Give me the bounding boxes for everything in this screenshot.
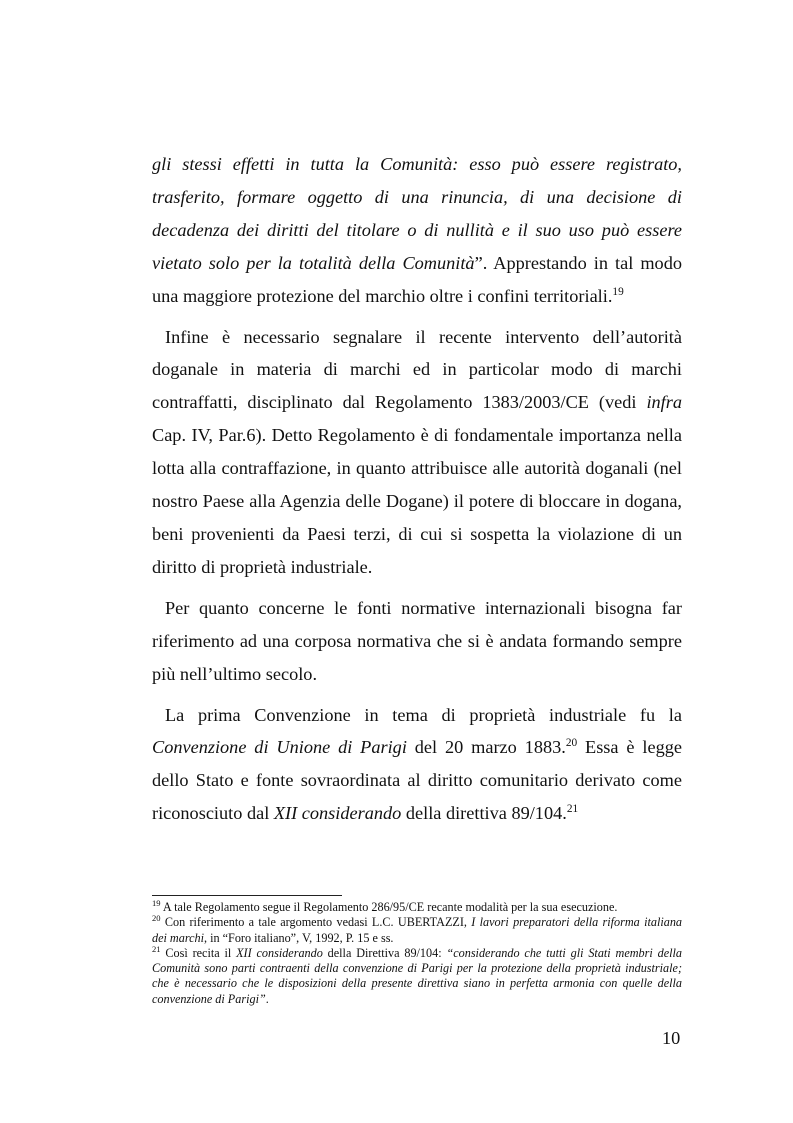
text-span: del 20 marzo 1883.	[406, 737, 566, 758]
footnote-ref-19[interactable]: 19	[612, 285, 624, 298]
text-span: Essa è legge dello Stato e fonte sovraordinata al diritto comunitario derivato come riconosciuto dal	[152, 737, 682, 824]
text-span: A tale Regolamento segue il Regolamento 286/95/CE recante modalità per la sua esecuzione.	[160, 900, 618, 914]
text-span: La prima Convenzione in tema di proprietà industriale fu la	[165, 704, 682, 725]
paragraph-continuation	[152, 148, 682, 313]
footnote-number: 20	[152, 913, 161, 924]
paragraph	[152, 321, 682, 584]
footnote-20	[152, 915, 682, 946]
text-span: Per quanto concerne le fonti normative internazionali bisogna far riferimento ad una corposa normativa che si è andata formando sempre più nell’ultimo secolo.	[152, 597, 682, 684]
text-span: XII considerando	[273, 803, 402, 824]
text-span: infra	[646, 392, 682, 413]
footnote-number: 19	[152, 897, 161, 908]
text-span: I lavori preparatori della riforma italiana dei marchi	[152, 915, 683, 945]
footnote-ref-20[interactable]: 20	[565, 737, 578, 750]
footnote-number: 21	[152, 943, 161, 954]
paragraph	[152, 592, 682, 691]
text-span: “considerando che tutti gli Stati membri della Comunità sono parti contraenti della convenzione di Parigi per la protezione della proprietà industriale; che è necessario che le disposizioni della presente direttiva siano in perfetta armonia con quelle della convenzione di Parigi”	[152, 945, 682, 1006]
footnote-21	[152, 943, 682, 1007]
text-span: XII considerando	[236, 945, 323, 960]
text-span: Con riferimento a tale argomento vedasi L.C. UBERTAZZI,	[160, 915, 472, 930]
text-span: della Direttiva 89/104:	[322, 945, 447, 960]
page-number: 10	[662, 1028, 681, 1048]
text-span: ”. Apprestando in tal modo una maggiore protezione del marchio oltre i confini territoriali.	[152, 252, 682, 306]
footnotes	[152, 897, 683, 1007]
body-text	[152, 148, 682, 830]
paragraph	[152, 699, 682, 831]
text-span: , in “Foro italiano”, V, 1992, P. 15 e ss.	[204, 930, 394, 945]
text-span: gli stessi effetti in tutta la Comunità: esso può essere registrato, trasferito, formare oggetto di una rinuncia, di una decisione di decadenza dei diritti del titolare o di nullità e il suo uso può essere vietato solo per la totalità della Comunità	[152, 154, 682, 273]
footnote-ref-21[interactable]: 21	[566, 803, 579, 816]
text-span: Infine è necessario segnalare il recente intervento dell’autorità doganale in materia di marchi ed in particolar modo di marchi contraffatti, disciplinato dal Regolamento 1383/2003/CE (vedi	[152, 326, 682, 413]
text-span: .	[265, 991, 269, 1006]
text-span: Così recita il	[160, 945, 237, 960]
footnote-19	[152, 897, 682, 915]
text-span: della direttiva 89/104.	[401, 803, 567, 824]
text-span: Convenzione di Unione di Parigi	[152, 737, 407, 758]
footnote-separator	[152, 895, 342, 896]
text-span: Cap. IV, Par.6). Detto Regolamento è di fondamentale importanza nella lotta alla contraffazione, in quanto attribuisce alle autorità doganali (nel nostro Paese alla Agenzia delle Dogane) il potere di bloccare in dogana, beni provenienti da Paesi terzi, di cui si sospetta la violazione di un diritto di proprietà industriale.	[152, 425, 682, 577]
